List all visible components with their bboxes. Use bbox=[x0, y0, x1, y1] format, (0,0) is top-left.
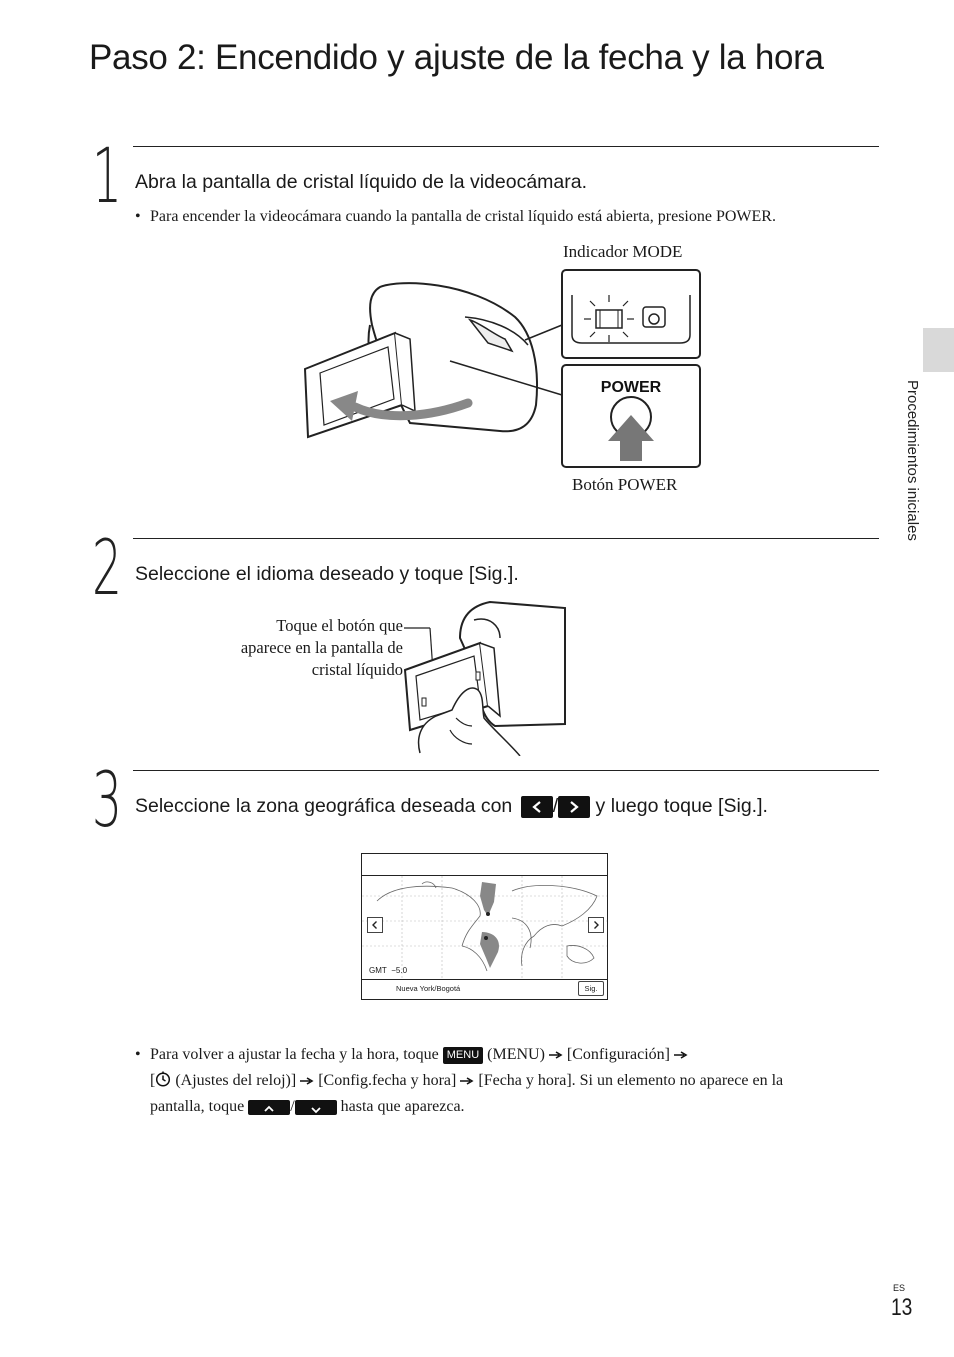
step-1-rule bbox=[133, 146, 879, 147]
language-code: ES bbox=[893, 1283, 906, 1293]
area-setting-screen bbox=[361, 853, 608, 1000]
scroll-up-key-icon bbox=[248, 1100, 290, 1115]
scroll-down-key-icon bbox=[295, 1100, 337, 1115]
step-3-number: 3 bbox=[92, 755, 122, 844]
touch-callout: Toque el botón que aparece en la pantalla de cristal líquido bbox=[240, 616, 403, 679]
side-section-label: Procedimientos iniciales bbox=[904, 380, 921, 541]
step-2-text: Seleccione el idioma deseado y toque [Sig.]. bbox=[135, 563, 519, 585]
step-2-number: 2 bbox=[92, 523, 122, 612]
arrow-right-icon bbox=[674, 1050, 688, 1060]
step-2-rule bbox=[133, 538, 879, 539]
step-1-text: Abra la pantalla de cristal líquido de la videocámara. bbox=[135, 171, 588, 193]
page-title: Paso 2: Encendido y ajuste de la fecha y la hora bbox=[89, 38, 824, 77]
arrow-right-icon bbox=[549, 1050, 563, 1060]
mode-indicator-label: Indicador MODE bbox=[563, 242, 683, 261]
step-1-bullet: • Para encender la videocámara cuando la pantalla de cristal líquido está abierta, presione POWER. bbox=[135, 208, 776, 225]
menu-key-icon: MENU bbox=[443, 1047, 483, 1064]
step-3-text: Seleccione la zona geográfica deseada con / y luego toque [Sig.]. bbox=[135, 795, 768, 817]
clock-icon bbox=[155, 1071, 171, 1087]
right-arrow-key-icon bbox=[558, 796, 590, 818]
camcorder-illustration bbox=[300, 265, 710, 475]
arrow-right-icon bbox=[460, 1076, 474, 1086]
city-name: Nueva York/Bogotá bbox=[396, 984, 461, 993]
map-left-button[interactable] bbox=[367, 917, 383, 933]
power-key-text: POWER bbox=[600, 379, 662, 396]
map-right-button[interactable] bbox=[588, 917, 604, 933]
left-arrow-key-icon bbox=[521, 796, 553, 818]
world-map bbox=[362, 876, 607, 979]
step-3-rule bbox=[133, 770, 879, 771]
step-1-number: 1 bbox=[92, 131, 122, 220]
power-button-label: Botón POWER bbox=[572, 475, 678, 494]
gmt-readout: GMT −5.0 bbox=[369, 966, 408, 975]
touch-screen-illustration bbox=[400, 598, 568, 756]
next-button[interactable]: Sig. bbox=[578, 981, 604, 996]
reset-note: • Para volver a ajustar la fecha y la hora, toque MENU (MENU) [Configuración] [ (Ajustes del reloj)] [Config.fecha y hora] [Fecha y hora]. Si un elemento no aparece en la pantalla, toque / hasta que aparezca. bbox=[135, 1046, 784, 1115]
page-number: 13 bbox=[891, 1294, 913, 1321]
arrow-right-icon bbox=[300, 1076, 314, 1086]
side-tab-marker bbox=[923, 328, 954, 372]
